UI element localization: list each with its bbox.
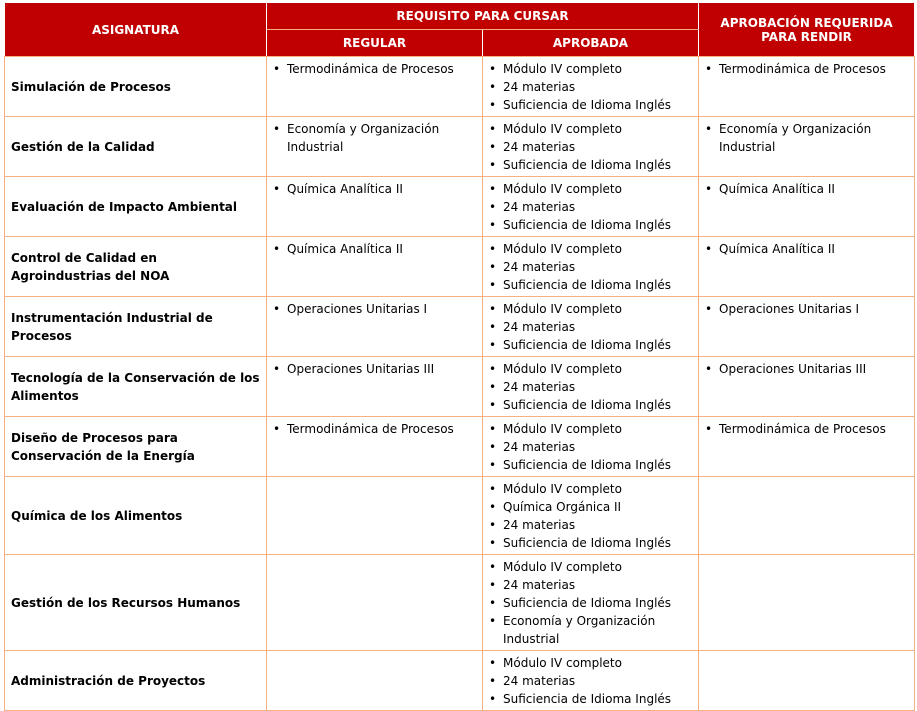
regular-requirements-list — [273, 360, 476, 378]
list-item: • Economía y Organización Industrial — [273, 120, 476, 156]
list-item: • Termodinámica de Procesos — [705, 60, 908, 78]
list-item: • 24 materias — [489, 438, 692, 456]
table-row — [5, 555, 915, 651]
approved-requirements-cell — [483, 651, 699, 711]
approved-requirements-cell — [483, 117, 699, 177]
list-item: • Suficiencia de Idioma Inglés — [489, 336, 692, 354]
regular-requirements-list — [273, 300, 476, 318]
approved-requirements-list — [489, 300, 692, 354]
regular-requirements-cell — [267, 555, 483, 651]
regular-requirements-cell — [267, 357, 483, 417]
approved-requirements-cell — [483, 417, 699, 477]
regular-requirements-cell — [267, 117, 483, 177]
approved-requirements-list — [489, 60, 692, 114]
exam-requirements-cell — [699, 555, 915, 651]
list-item: • 24 materias — [489, 516, 692, 534]
exam-requirements-cell — [699, 651, 915, 711]
approved-requirements-list — [489, 480, 692, 552]
subject-name: Gestión de la Calidad — [5, 117, 267, 177]
approved-requirements-cell — [483, 57, 699, 117]
regular-requirements-cell — [267, 651, 483, 711]
regular-requirements-list — [273, 60, 476, 78]
header-subject: ASIGNATURA — [5, 3, 267, 57]
list-item: • Suficiencia de Idioma Inglés — [489, 156, 692, 174]
list-item: • Módulo IV completo — [489, 420, 692, 438]
list-item: • Suficiencia de Idioma Inglés — [489, 594, 692, 612]
list-item: • 24 materias — [489, 318, 692, 336]
list-item: • Química Analítica II — [705, 180, 908, 198]
regular-requirements-cell — [267, 237, 483, 297]
list-item: • Módulo IV completo — [489, 240, 692, 258]
header-regular: REGULAR — [267, 30, 483, 57]
requirements-table — [4, 2, 915, 711]
list-item: • Módulo IV completo — [489, 60, 692, 78]
table-row — [5, 651, 915, 711]
regular-requirements-cell — [267, 297, 483, 357]
regular-requirements-list — [273, 420, 476, 438]
list-item: • Módulo IV completo — [489, 180, 692, 198]
exam-requirements-list — [705, 120, 908, 156]
list-item: • Economía y Organización Industrial — [705, 120, 908, 156]
approved-requirements-cell — [483, 555, 699, 651]
exam-requirements-list — [705, 420, 908, 438]
subject-name: Simulación de Procesos — [5, 57, 267, 117]
list-item: • Operaciones Unitarias III — [273, 360, 476, 378]
list-item: • Suficiencia de Idioma Inglés — [489, 216, 692, 234]
list-item: • 24 materias — [489, 198, 692, 216]
exam-requirements-list — [705, 300, 908, 318]
list-item: • Suficiencia de Idioma Inglés — [489, 276, 692, 294]
list-item: • Química Analítica II — [273, 180, 476, 198]
list-item: • 24 materias — [489, 78, 692, 96]
exam-requirements-cell — [699, 297, 915, 357]
table-row — [5, 417, 915, 477]
subject-name: Evaluación de Impacto Ambiental — [5, 177, 267, 237]
list-item: • 24 materias — [489, 138, 692, 156]
exam-requirements-cell — [699, 117, 915, 177]
regular-requirements-list — [273, 120, 476, 156]
exam-requirements-cell — [699, 357, 915, 417]
approved-requirements-cell — [483, 297, 699, 357]
subject-name: Tecnología de la Conservación de los Alimentos — [5, 357, 267, 417]
approved-requirements-list — [489, 420, 692, 474]
regular-requirements-cell — [267, 477, 483, 555]
approved-requirements-list — [489, 240, 692, 294]
approved-requirements-cell — [483, 177, 699, 237]
list-item: • 24 materias — [489, 672, 692, 690]
list-item: • Módulo IV completo — [489, 558, 692, 576]
table-row — [5, 297, 915, 357]
list-item: • Química Orgánica II — [489, 498, 692, 516]
regular-requirements-cell — [267, 417, 483, 477]
list-item: • 24 materias — [489, 576, 692, 594]
list-item: • Química Analítica II — [273, 240, 476, 258]
exam-requirements-list — [705, 180, 908, 198]
exam-requirements-cell — [699, 177, 915, 237]
regular-requirements-cell — [267, 177, 483, 237]
list-item: • Suficiencia de Idioma Inglés — [489, 456, 692, 474]
exam-requirements-cell — [699, 237, 915, 297]
list-item: • Módulo IV completo — [489, 120, 692, 138]
header-requirement: REQUISITO PARA CURSAR — [267, 3, 699, 30]
header-exam-approval: APROBACIÓN REQUERIDA PARA RENDIR — [699, 3, 915, 57]
table-row — [5, 477, 915, 555]
list-item: • Módulo IV completo — [489, 480, 692, 498]
table-row — [5, 117, 915, 177]
list-item: • Suficiencia de Idioma Inglés — [489, 96, 692, 114]
approved-requirements-list — [489, 654, 692, 708]
list-item: • 24 materias — [489, 258, 692, 276]
list-item: • Operaciones Unitarias I — [273, 300, 476, 318]
list-item: • Suficiencia de Idioma Inglés — [489, 534, 692, 552]
approved-requirements-cell — [483, 477, 699, 555]
subject-name: Administración de Proyectos — [5, 651, 267, 711]
subject-name: Gestión de los Recursos Humanos — [5, 555, 267, 651]
list-item: • Termodinámica de Procesos — [273, 60, 476, 78]
approved-requirements-list — [489, 360, 692, 414]
table-row — [5, 177, 915, 237]
regular-requirements-list — [273, 180, 476, 198]
exam-requirements-list — [705, 360, 908, 378]
list-item: • 24 materias — [489, 378, 692, 396]
exam-requirements-list — [705, 60, 908, 78]
table-row — [5, 57, 915, 117]
subject-name: Control de Calidad en Agroindustrias del NOA — [5, 237, 267, 297]
exam-requirements-cell — [699, 57, 915, 117]
list-item: • Operaciones Unitarias III — [705, 360, 908, 378]
list-item: • Economía y Organización Industrial — [489, 612, 692, 648]
list-item: • Módulo IV completo — [489, 654, 692, 672]
approved-requirements-cell — [483, 237, 699, 297]
regular-requirements-list — [273, 240, 476, 258]
list-item: • Termodinámica de Procesos — [705, 420, 908, 438]
list-item: • Química Analítica II — [705, 240, 908, 258]
exam-requirements-list — [705, 240, 908, 258]
list-item: • Suficiencia de Idioma Inglés — [489, 396, 692, 414]
table-row — [5, 357, 915, 417]
table-row — [5, 237, 915, 297]
list-item: • Suficiencia de Idioma Inglés — [489, 690, 692, 708]
subject-name: Instrumentación Industrial de Procesos — [5, 297, 267, 357]
approved-requirements-list — [489, 180, 692, 234]
exam-requirements-cell — [699, 417, 915, 477]
list-item: • Termodinámica de Procesos — [273, 420, 476, 438]
regular-requirements-cell — [267, 57, 483, 117]
subject-name: Química de los Alimentos — [5, 477, 267, 555]
approved-requirements-list — [489, 120, 692, 174]
approved-requirements-cell — [483, 357, 699, 417]
subject-name: Diseño de Procesos para Conservación de la Energía — [5, 417, 267, 477]
list-item: • Módulo IV completo — [489, 300, 692, 318]
list-item: • Operaciones Unitarias I — [705, 300, 908, 318]
table-body — [5, 57, 915, 711]
exam-requirements-cell — [699, 477, 915, 555]
approved-requirements-list — [489, 558, 692, 648]
header-approved: APROBADA — [483, 30, 699, 57]
list-item: • Módulo IV completo — [489, 360, 692, 378]
